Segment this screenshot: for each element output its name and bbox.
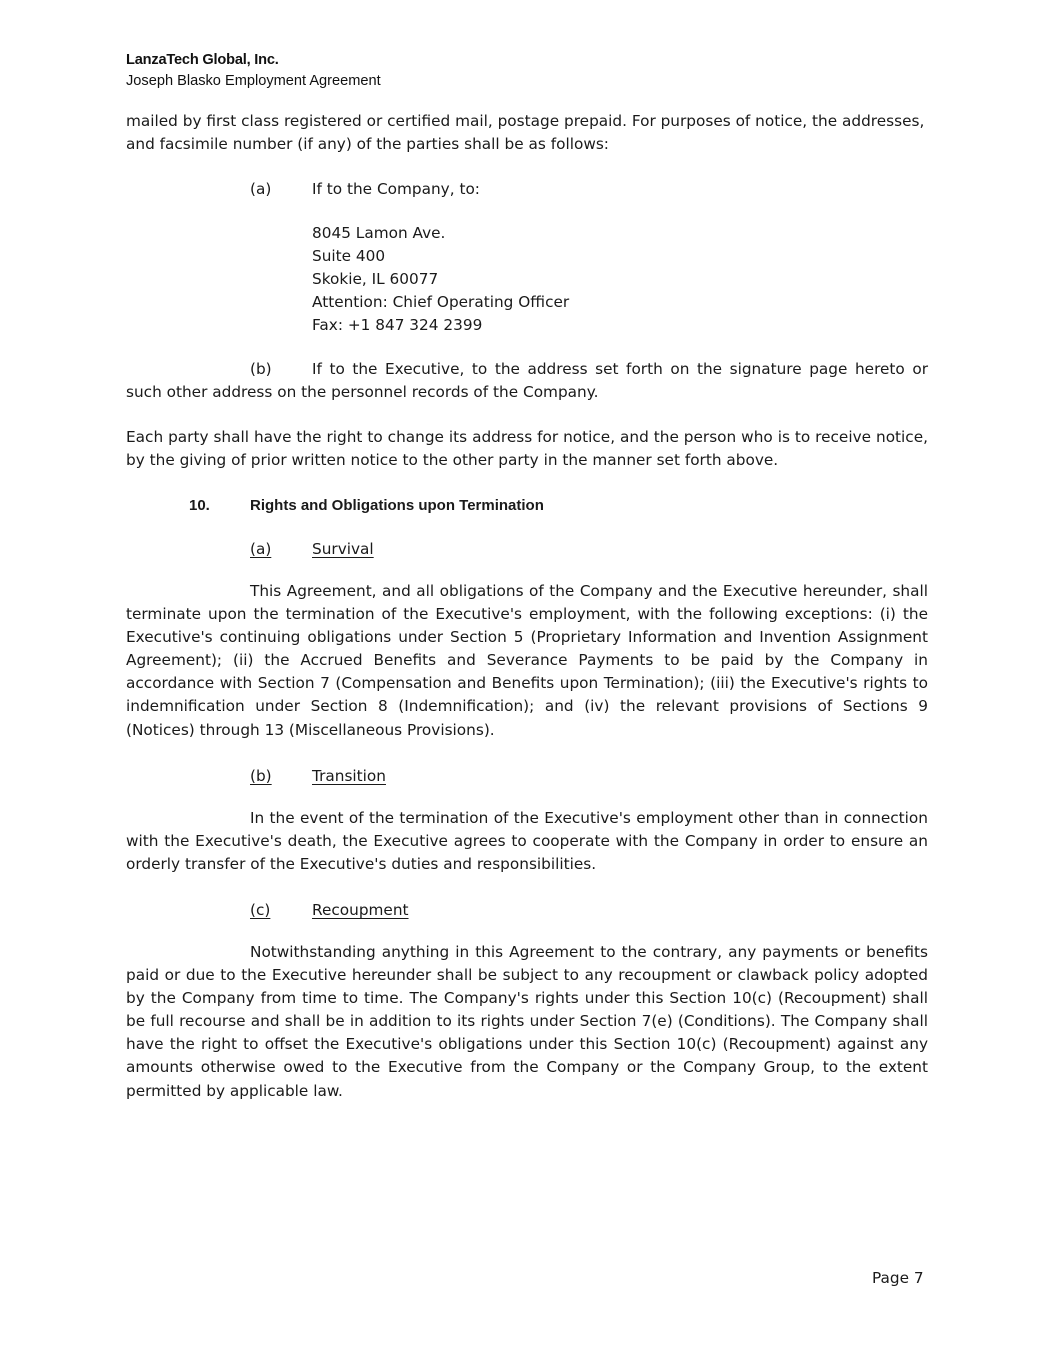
notice-a-text: If to the Company, to: [312, 180, 480, 198]
company-name: LanzaTech Global, Inc. [126, 52, 279, 68]
survival-paragraph: This Agreement, and all obligations of the Company and the Executive hereunder, shall terminate upon the termination of the Executive's employment, with the following exceptions: (i) the Executive's continuing obligations under Section 5 (Proprietary Information and Invention Assignment Agreement); (ii) the Accrued Benefits and Severance Payments to be paid by the Company in accordance with Section 7 (Compensation and Benefits upon Termination); (iii) the Executive's rights to indemnification under Section 8 (Indemnification); and (iv) the relevant provisions of Sections 9 (Notices) through 13 (Miscellaneous Provisions). [126, 582, 928, 739]
notice-b-label: (b) [250, 360, 272, 378]
subsection-c-label: (c) [250, 901, 271, 919]
section-title: Rights and Obligations upon Termination [250, 497, 544, 514]
section-number: 10. [189, 497, 210, 514]
recoupment-paragraph: Notwithstanding anything in this Agreement to the contrary, any payments or benefits paid or due to the Executive hereunder shall be subject to any recoupment or clawback policy adopted by the Company from time to time. The Company's rights under this Section 10(c) (Recoupment) shall be full recourse and shall be in addition to its rights under Section 7(e) (Conditions). The Company shall have the right to offset the Executive's obligations under this Section 10(c) (Recoupment) against any amounts otherwise owed to the Executive from the Company or the Company Group, to the extent permitted by applicable law. [126, 943, 928, 1100]
address-line: Skokie, IL 60077 [312, 270, 439, 289]
notice-intro-paragraph: mailed by first class registered or certified mail, postage prepaid. For purposes of notice, the addresses, and facsimile number (if any) of the parties shall be as follows: [126, 112, 925, 154]
subsection-a-title: Survival [312, 540, 374, 558]
document-title: Joseph Blasko Employment Agreement [126, 73, 381, 89]
subsection-c-title: Recoupment [312, 901, 409, 919]
subsection-b-title: Transition [312, 767, 386, 785]
notice-b-paragraph [126, 358, 928, 404]
address-line: Fax: +1 847 324 2399 [312, 316, 483, 335]
address-line: 8045 Lamon Ave. [312, 224, 446, 242]
address-line: Suite 400 [312, 247, 386, 266]
change-address-paragraph: Each party shall have the right to change its address for notice, and the person who is to receive notice, by the giving of prior written notice to the other party in the manner set forth above. [126, 428, 928, 470]
page-number: Page 7 [872, 1269, 924, 1287]
transition-paragraph: In the event of the termination of the Executive's employment other than in connection with the Executive's death, the Executive agrees to cooperate with the Company in order to ensure an orderly transfer of the Executive's duties and responsibilities. [126, 809, 928, 874]
address-line: Attention: Chief Operating Officer [312, 293, 570, 312]
notice-a-label: (a) [250, 180, 272, 198]
page-header [126, 50, 381, 92]
subsection-a-label: (a) [250, 540, 272, 558]
notice-b-text: If to the Executive, to the address set forth on the signature page hereto or such other address on the personnel records of the Company. [126, 360, 928, 402]
company-address [312, 222, 569, 337]
subsection-b-label: (b) [250, 767, 272, 785]
